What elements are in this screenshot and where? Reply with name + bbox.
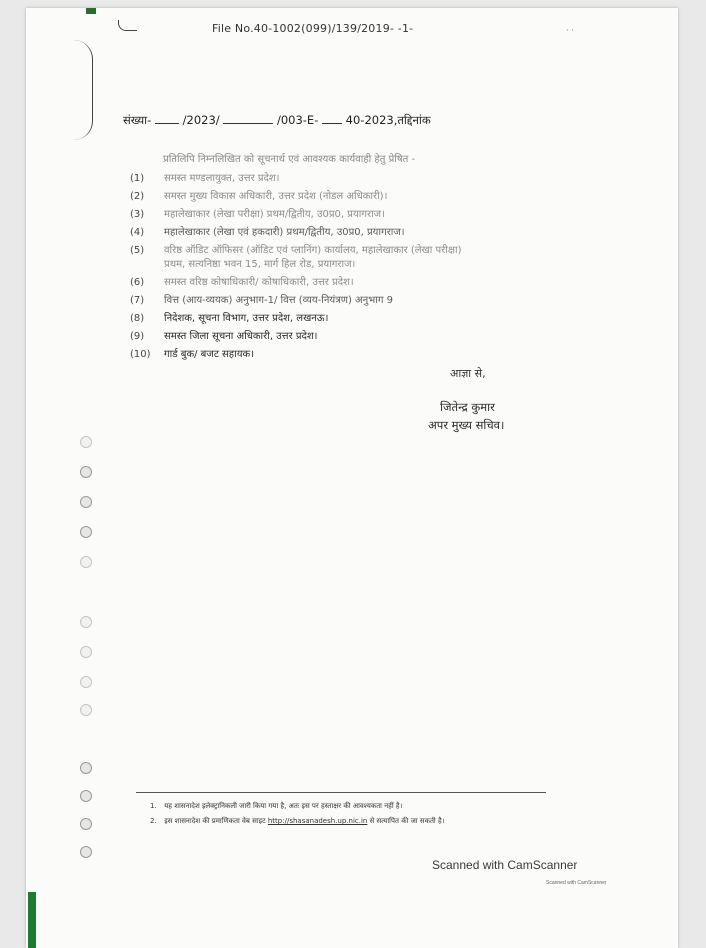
corner-mark: · · (566, 26, 574, 35)
ref-year: /2023/ (182, 113, 220, 127)
item-text: निदेशक, सूचना विभाग, उत्तर प्रदेश, लखनऊ। (164, 313, 329, 324)
item-number: (2) (130, 191, 145, 202)
ref-blank-1 (155, 113, 179, 124)
scan-edge-mark (86, 8, 96, 14)
handwritten-tick-mark (118, 20, 137, 31)
item-number: (4) (130, 227, 145, 238)
signatory-designation: अपर मुख्य सचिव। (428, 418, 505, 432)
scanner-watermark: Scanned with CamScanner (432, 858, 578, 872)
item-number: (9) (130, 331, 145, 342)
handwritten-margin-stroke (74, 40, 93, 140)
list-item (130, 172, 570, 186)
footnote-1: 1. यह शासनादेश इलेक्ट्रानिकली जारी किया गया है, अतः इस पर हस्ताक्षर की आवश्यकता नहीं है। (150, 802, 403, 810)
punch-hole (80, 704, 92, 716)
list-item (130, 330, 570, 344)
by-order-text: आज्ञा से, (450, 367, 486, 380)
list-item (130, 226, 570, 240)
item-text: वित्त (आय-व्ययक) अनुभाग-1/ वित्त (व्यय-नियंत्रण) अनुभाग 9 (164, 295, 394, 306)
punch-hole (80, 846, 92, 858)
ref-blank-3 (322, 113, 342, 124)
footnote-2: 2. इस शासनादेश की प्रमाणिकता वेब साइट http://shasanadesh.up.nic.in से सत्यापित की जा सकती है। (150, 817, 445, 825)
list-item (130, 190, 570, 204)
item-text: समस्त मण्डलायुक्त, उत्तर प्रदेश। (164, 173, 280, 184)
item-number: (3) (130, 209, 145, 220)
list-item (130, 244, 570, 272)
item-text: महालेखाकार (लेखा एवं हकदारी) प्रथम/द्वितीय, उ0प्र0, प्रयागराज। (164, 227, 405, 238)
punch-hole (80, 556, 92, 568)
footnote-text: से सत्यापित की जा सकती है। (369, 817, 445, 825)
list-item (130, 276, 570, 290)
list-item (130, 348, 570, 362)
signatory-name: जितेन्द्र कुमार (440, 400, 495, 414)
punch-hole (80, 818, 92, 830)
list-item (130, 208, 570, 222)
recipient-list (130, 172, 570, 366)
ref-code: /003-E- (276, 113, 319, 127)
punch-hole (80, 616, 92, 628)
item-number: (7) (130, 295, 145, 306)
item-text: समस्त जिला सूचना अधिकारी, उत्तर प्रदेश। (164, 331, 318, 342)
ref-suffix: 40-2023,तद्दिनांक (345, 113, 431, 127)
punch-hole (80, 526, 92, 538)
punch-hole (80, 646, 92, 658)
punch-hole (80, 790, 92, 802)
item-number: (8) (130, 313, 145, 324)
scan-edge-strip (28, 892, 36, 948)
list-item (130, 294, 570, 308)
punch-hole (80, 496, 92, 508)
item-text: समस्त वरिष्ठ कोषाधिकारी/ कोषाधिकारी, उत्तर प्रदेश। (164, 277, 354, 288)
reference-line (123, 113, 431, 128)
item-text: महालेखाकार (लेखा परीक्षा) प्रथम/द्वितीय, उ0प्र0, प्रयागराज। (164, 209, 385, 220)
footnote-text: यह शासनादेश इलेक्ट्रानिकली जारी किया गया है, अतः इस पर हस्ताक्षर की आवश्यकता नहीं है। (164, 802, 403, 810)
item-number: (6) (130, 277, 145, 288)
copy-to-intro: प्रतिलिपि निम्नलिखित को सूचनार्थ एवं आवश्यक कार्यवाही हेतु प्रेषित - (163, 154, 416, 165)
item-number: (1) (130, 173, 145, 184)
ref-prefix: संख्या- (123, 113, 152, 127)
footnotes (150, 800, 570, 830)
item-text: वरिष्ठ ऑडिट ऑफिसर (ऑडिट एवं प्लानिंग) कार्यालय, महालेखाकार (लेखा परीक्षा) प्रथम, सत्यनिष्ठा भवन 15, मार्ग हिल रोड, प्रयागराज। (164, 245, 462, 270)
item-number: (5) (130, 245, 145, 256)
item-text: गार्ड बुक/ बजट सहायक। (164, 349, 254, 360)
punch-hole (80, 762, 92, 774)
punch-hole (80, 436, 92, 448)
verification-link[interactable]: http://shasanadesh.up.nic.in (267, 817, 368, 825)
list-item (130, 312, 570, 326)
scanner-watermark-small: Scanned with CamScanner (546, 880, 607, 886)
file-number: File No.40-1002(099)/139/2019- -1- (212, 22, 414, 35)
ref-blank-2 (223, 113, 273, 124)
footnote-text: इस शासनादेश की प्रमाणिकता वेब साइट (164, 817, 266, 825)
footnote-divider (136, 792, 546, 793)
punch-hole (80, 466, 92, 478)
punch-hole (80, 676, 92, 688)
item-number: (10) (130, 349, 151, 360)
item-text: समस्त मुख्य विकास अधिकारी, उत्तर प्रदेश (नोडल अधिकारी)। (164, 191, 388, 202)
